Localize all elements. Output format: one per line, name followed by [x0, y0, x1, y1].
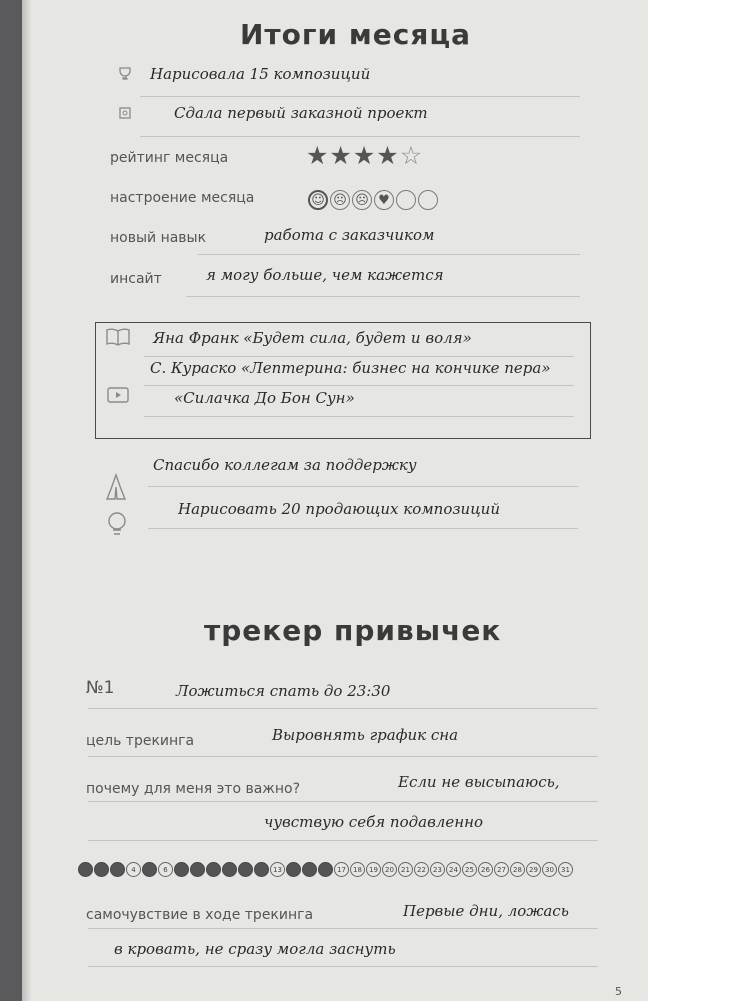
star-empty-icon: ☆	[399, 141, 423, 170]
day-done: 9	[206, 862, 221, 877]
medal-icon	[116, 104, 134, 122]
star-filled-icon: ★	[352, 141, 376, 170]
gratitude-text: Спасибо коллегам за поддержку	[153, 456, 417, 474]
day-empty: 26	[478, 862, 493, 877]
day-done: 1	[78, 862, 93, 877]
wellbeing-line1: Первые дни, ложась	[403, 902, 569, 920]
video-icon	[106, 385, 130, 405]
tracker-goal-value: Выровнять график сна	[272, 726, 459, 744]
star-filled-icon: ★	[329, 141, 352, 170]
day-done: 14	[286, 862, 301, 877]
achievement-2: Сдала первый заказной проект	[174, 104, 428, 122]
insight-label: инсайт	[110, 271, 162, 287]
summary-title: Итоги месяца	[240, 18, 471, 51]
rating-label: рейтинг месяца	[110, 150, 229, 166]
journal-page	[22, 0, 648, 1001]
day-empty: 29	[526, 862, 541, 877]
mood-circle	[418, 190, 438, 210]
day-empty: 27	[494, 862, 509, 877]
mood-circle: ♥	[374, 190, 394, 210]
day-done: 16	[318, 862, 333, 877]
background-margin	[648, 0, 751, 1001]
star-filled-icon: ★	[376, 141, 399, 170]
day-empty: 23	[430, 862, 445, 877]
day-done: 11	[238, 862, 253, 877]
day-empty: 21	[398, 862, 413, 877]
wellbeing-line2: в кровать, не сразу могла заснуть	[114, 940, 396, 958]
day-done: 3	[110, 862, 125, 877]
skill-label: новый навык	[110, 230, 207, 246]
media-item-3: «Силачка До Бон Сун»	[174, 389, 355, 407]
tracker-why-line2: чувствую себя подавленно	[264, 813, 484, 831]
trophy-icon	[116, 64, 134, 82]
day-empty: 18	[350, 862, 365, 877]
media-item-2: С. Кураско «Лептерина: бизнес на кончике пера»	[150, 359, 551, 377]
goal-text: Нарисовать 20 продающих композиций	[178, 500, 501, 518]
day-done: 2	[94, 862, 109, 877]
day-done: 7	[174, 862, 189, 877]
day-empty: 30	[542, 862, 557, 877]
day-done: 10	[222, 862, 237, 877]
insight-value: я могу больше, чем кажется	[206, 266, 444, 284]
praying-hands-icon	[104, 472, 128, 502]
tracker-why-label: почему для меня это важно?	[86, 781, 301, 797]
day-empty: 19	[366, 862, 381, 877]
media-item-1: Яна Франк «Будет сила, будет и воля»	[153, 329, 472, 347]
day-empty: 31	[558, 862, 573, 877]
star-filled-icon: ★	[306, 141, 329, 170]
mood-label: настроение месяца	[110, 190, 255, 206]
day-done: 8	[190, 862, 205, 877]
book-cover-edge	[0, 0, 22, 1001]
day-empty: 13	[270, 862, 285, 877]
page-number: 5	[615, 985, 622, 998]
day-tracker-row	[78, 862, 573, 877]
day-done: 12	[254, 862, 269, 877]
tracker-habit: Ложиться спать до 23:30	[176, 682, 391, 700]
day-done: 5	[142, 862, 157, 877]
mood-circles	[308, 190, 438, 210]
mood-circle: ☺	[308, 190, 328, 210]
day-empty: 17	[334, 862, 349, 877]
day-empty: 22	[414, 862, 429, 877]
page-gutter-shadow	[22, 0, 32, 1001]
tracker-goal-label: цель трекинга	[86, 733, 195, 749]
mood-circle: ☹	[352, 190, 372, 210]
day-done: 15	[302, 862, 317, 877]
day-empty: 25	[462, 862, 477, 877]
tracker-number: №1	[86, 678, 115, 698]
day-empty: 4	[126, 862, 141, 877]
day-empty: 6	[158, 862, 173, 877]
achievement-1: Нарисовала 15 композиций	[150, 65, 371, 83]
wellbeing-label: самочувствие в ходе трекинга	[86, 907, 314, 923]
tracker-why-line1: Если не высыпаюсь,	[398, 773, 560, 791]
day-empty: 24	[446, 862, 461, 877]
lightbulb-icon	[106, 510, 128, 540]
day-empty: 20	[382, 862, 397, 877]
book-icon	[105, 326, 131, 348]
rating-stars	[306, 143, 422, 168]
mood-circle: ☹	[330, 190, 350, 210]
skill-value: работа с заказчиком	[264, 226, 435, 244]
mood-circle	[396, 190, 416, 210]
tracker-title: трекер привычек	[204, 614, 502, 647]
day-empty: 28	[510, 862, 525, 877]
